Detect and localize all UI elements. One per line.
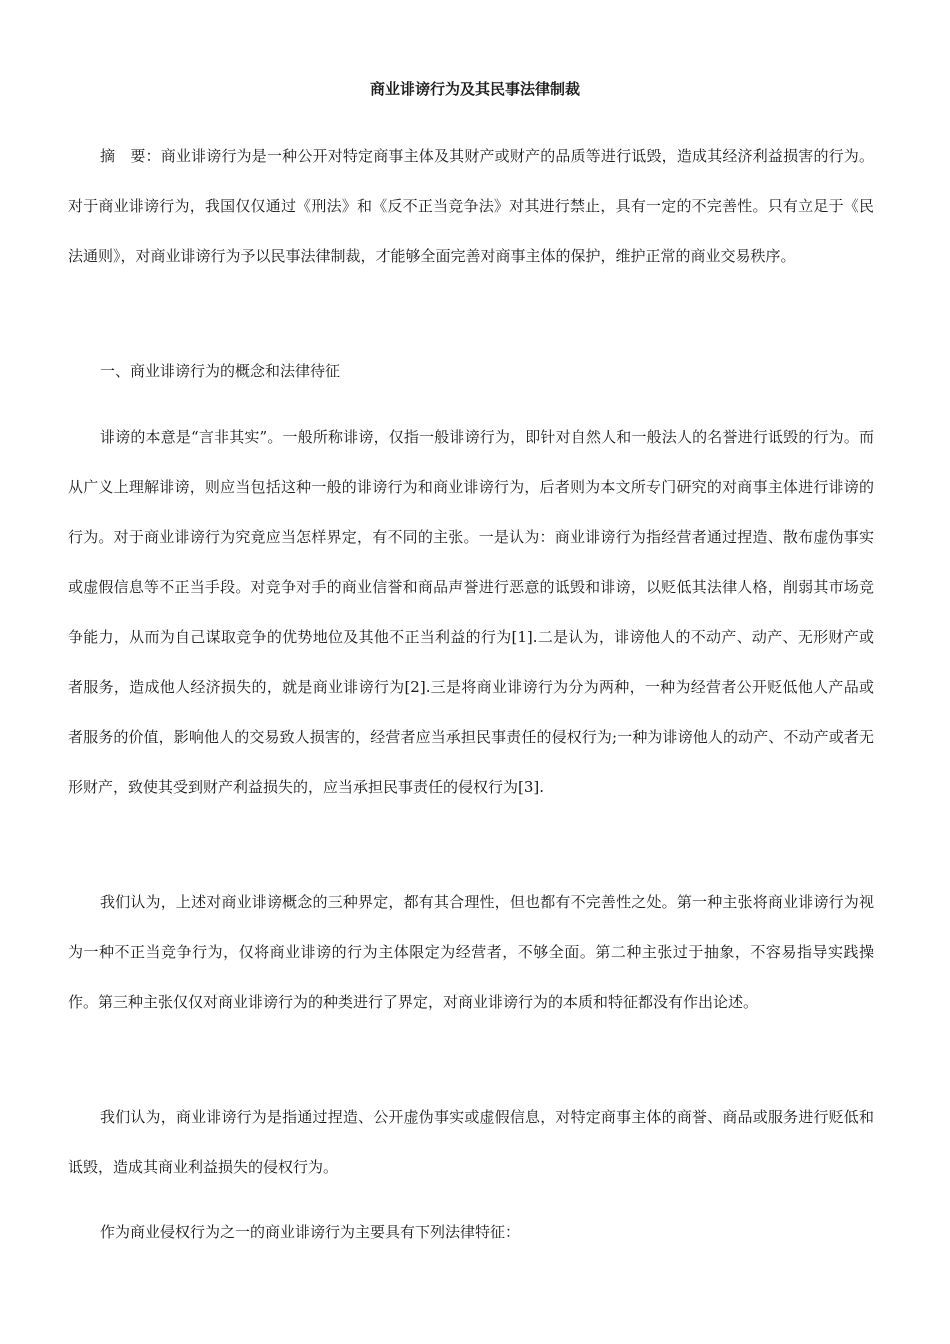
body-paragraph: 我们认为，商业诽谤行为是指通过捏造、公开虚伪事实或虚假信息，对特定商事主体的商誉、商品或服务进行贬低和诋毁，造成其商业利益损失的侵权行为。 [68, 1108, 874, 1176]
section-heading: 一、商业诽谤行为的概念和法律待征 [100, 362, 341, 380]
body-paragraph: 我们认为，上述对商业诽谤概念的三种界定，都有其合理性，但也都有不完善性之处。第一种主张将商业诽谤行为视为一种不正当竞争行为，仅将商业诽谤的行为主体限定为经营者，不够全面。第二种主张过于抽象，不容易指导实践操作。第三种主张仅仅对商业诽谤行为的种类进行了界定，对商业诽谤行为的本质和特征都没有作出论述。 [68, 893, 874, 1011]
document-title: 商业诽谤行为及其民事法律制裁 [369, 80, 580, 98]
body-paragraph: 作为商业侵权行为之一的商业诽谤行为主要具有下列法律特征： [100, 1223, 521, 1241]
body-paragraph: 诽谤的本意是“言非其实”。一般所称诽谤，仅指一般诽谤行为，即针对自然人和一般法人的名誉进行诋毁的行为。而从广义上理解诽谤，则应当包括这种一般的诽谤行为和商业诽谤行为，后者则为本文所专门研究的对商事主体进行诽谤的行为。对于商业诽谤行为究竟应当怎样界定，有不同的主张。一是认为：商业诽谤行为指经营者通过捏造、散布虚伪事实或虚假信息等不正当手段。对竞争对手的商业信誉和商品声誉进行恶意的诋毁和诽谤，以贬低其法律人格，削弱其市场竞争能力，从而为自己谋取竞争的优势地位及其他不正当利益的行为[1].二是认为，诽谤他人的不动产、动产、无形财产或者服务，造成他人经济损失的，就是商业诽谤行为[2].三是将商业诽谤行为分为两种，一种为经营者公开贬低他人产品或者服务的价值，影响他人的交易致人损害的，经营者应当承担民事责任的侵权行为;一种为诽谤他人的动产、不动产或者无形财产，致使其受到财产利益损失的，应当承担民事责任的侵权行为[3]. [68, 428, 874, 796]
abstract-paragraph: 摘 要：商业诽谤行为是一种公开对特定商事主体及其财产或财产的品质等进行诋毁，造成其经济利益损害的行为。对于商业诽谤行为，我国仅仅通过《刑法》和《反不正当竞争法》对其进行禁止，具有一定的不完善性。只有立足于《民法通则》，对商业诽谤行为予以民事法律制裁，才能够全面完善对商事主体的保护，维护正常的商业交易秩序。 [68, 147, 874, 265]
